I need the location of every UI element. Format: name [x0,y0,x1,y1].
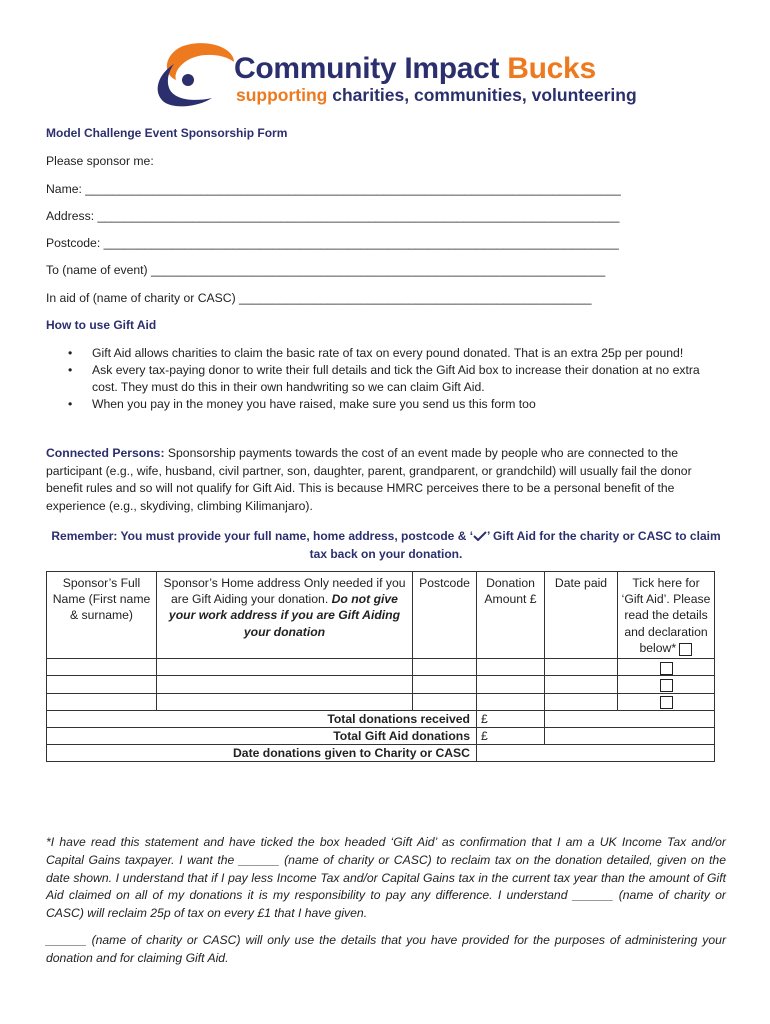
form-title: Model Challenge Event Sponsorship Form [46,126,288,140]
checkmark-icon [473,531,487,541]
charity-field[interactable]: In aid of (name of charity or CASC) ____________________________________________________ [46,291,592,305]
sponsor-name-cell[interactable] [47,676,157,693]
logo-tagline [236,85,637,106]
col-header-tick-text: Tick here for ‘Gift Aid’. Please read the details and declaration below* [621,576,711,655]
connected-persons-note [46,445,726,515]
gift-aid-checkbox[interactable] [679,643,692,656]
sponsorship-table [46,571,715,762]
data-use-paragraph: ______ (name of charity or CASC) will only use the details that you have provided for the purposes of administering your donation and for claiming Gift Aid. [46,933,726,965]
table-row [47,676,715,693]
sponsor-name-cell[interactable] [47,693,157,710]
col-header-address-note: Do not give your work address if you are Gift Aiding your donation [168,592,401,639]
remember-text-start: Remember: You must provide your full name, home address, postcode & ‘ [51,529,474,543]
sponsor-amount-cell[interactable] [477,676,545,693]
total-received-blank [545,710,715,727]
remember-note [46,528,726,563]
logo-tagline-accent: supporting [236,85,328,105]
table-row [47,659,715,676]
sponsor-postcode-cell[interactable] [413,676,477,693]
sponsor-name-cell[interactable] [47,659,157,676]
declaration-paragraph: *I have read this statement and have ticked the box headed ‘Gift Aid’ as confirmation that I am a UK Income Tax and/or Capital Gains taxpayer. I want the ______ (name of charity or CASC) to reclaim tax on the donation detailed, given on the date shown. I understand that if I pay less Income Tax and/or Capital Gains tax in the current tax year than the amount of Gift Aid claimed on all of my donations it is my responsibility to pay any difference. I understand ______ (name of charity or CASC) will reclaim 25p of tax on every £1 that I have given. [46,835,726,921]
sponsor-amount-cell[interactable] [477,659,545,676]
logo-tagline-main: charities, communities, volunteering [332,85,637,105]
sponsor-tick-cell [618,659,715,676]
logo-name-main: Community Impact [234,52,500,85]
list-item: • When you pay in the money you have raised, make sure you send us this form too [46,396,726,413]
sponsor-address-cell[interactable] [157,659,413,676]
logo-name-accent: Bucks [507,52,596,85]
sponsor-tick-cell [618,676,715,693]
list-item: • Ask every tax-paying donor to write their full details and tick the Gift Aid box to increase their donation at no extra cost. They must do this in their own handwriting so we can claim Gift Aid. [46,362,726,396]
gift-aid-checkbox[interactable] [660,679,673,692]
sponsor-date-cell[interactable] [545,676,618,693]
connected-persons-text: Sponsorship payments towards the cost of an event made by people who are connected to the participant (e.g., wife, husband, civil partner, son, daughter, parent, grandparent, or grandchild) will usually fail the donor benefit rules and so will not qualify for Gift Aid. This is because HMRC perceives there to be a personal benefit of the experience (e.g., skydiving, climbing Kilimanjaro). [46,446,692,513]
sponsor-address-cell[interactable] [157,676,413,693]
col-header-tick [618,572,715,659]
col-header-address-text: Sponsor’s Home address Only needed if you are Gift Aiding your donation. [163,576,406,607]
form-intro: Please sponsor me: [46,154,154,168]
sponsor-date-cell[interactable] [545,659,618,676]
col-header-date: Date paid [545,572,618,659]
total-received-value[interactable]: £ [477,710,545,727]
logo-title [234,52,596,86]
table-row [47,693,715,710]
postcode-field[interactable]: Postcode: ____________________________________________________________________________ [46,236,619,250]
total-giftaid-blank [545,727,715,744]
date-given-row [47,745,715,762]
event-field[interactable]: To (name of event) ___________________________________________________________________ [46,263,606,277]
gift-aid-list [46,345,726,413]
address-field[interactable]: Address: _____________________________________________________________________________ [46,209,620,223]
gift-aid-checkbox[interactable] [660,696,673,709]
col-header-name: Sponsor’s Full Name (First name & surname) [47,572,157,659]
col-header-postcode: Postcode [413,572,477,659]
total-received-label: Total donations received [47,710,477,727]
connected-persons-label: Connected Persons: [46,446,165,460]
total-received-row [47,710,715,727]
date-given-value[interactable] [477,745,715,762]
sponsor-address-cell[interactable] [157,693,413,710]
sponsor-postcode-cell[interactable] [413,659,477,676]
sponsor-amount-cell[interactable] [477,693,545,710]
name-field[interactable]: Name: _______________________________________________________________________________ [46,182,621,196]
total-giftaid-label: Total Gift Aid donations [47,727,477,744]
total-giftaid-row [47,727,715,744]
col-header-donation: Donation Amount £ [477,572,545,659]
date-given-label: Date donations given to Charity or CASC [47,745,477,762]
sponsor-date-cell[interactable] [545,693,618,710]
col-header-address [157,572,413,659]
table-header-row [47,572,715,659]
remember-text-end: ’ Gift Aid for the charity or CASC to claim tax back on your donation. [309,529,721,561]
sponsor-postcode-cell[interactable] [413,693,477,710]
gift-aid-checkbox[interactable] [660,662,673,675]
list-item: • Gift Aid allows charities to claim the basic rate of tax on every pound donated. That is an extra 25p per pound! [46,345,726,362]
gift-aid-heading: How to use Gift Aid [46,318,157,332]
logo-swoosh-icon [150,40,240,110]
total-giftaid-value[interactable]: £ [477,727,545,744]
sponsor-tick-cell [618,693,715,710]
